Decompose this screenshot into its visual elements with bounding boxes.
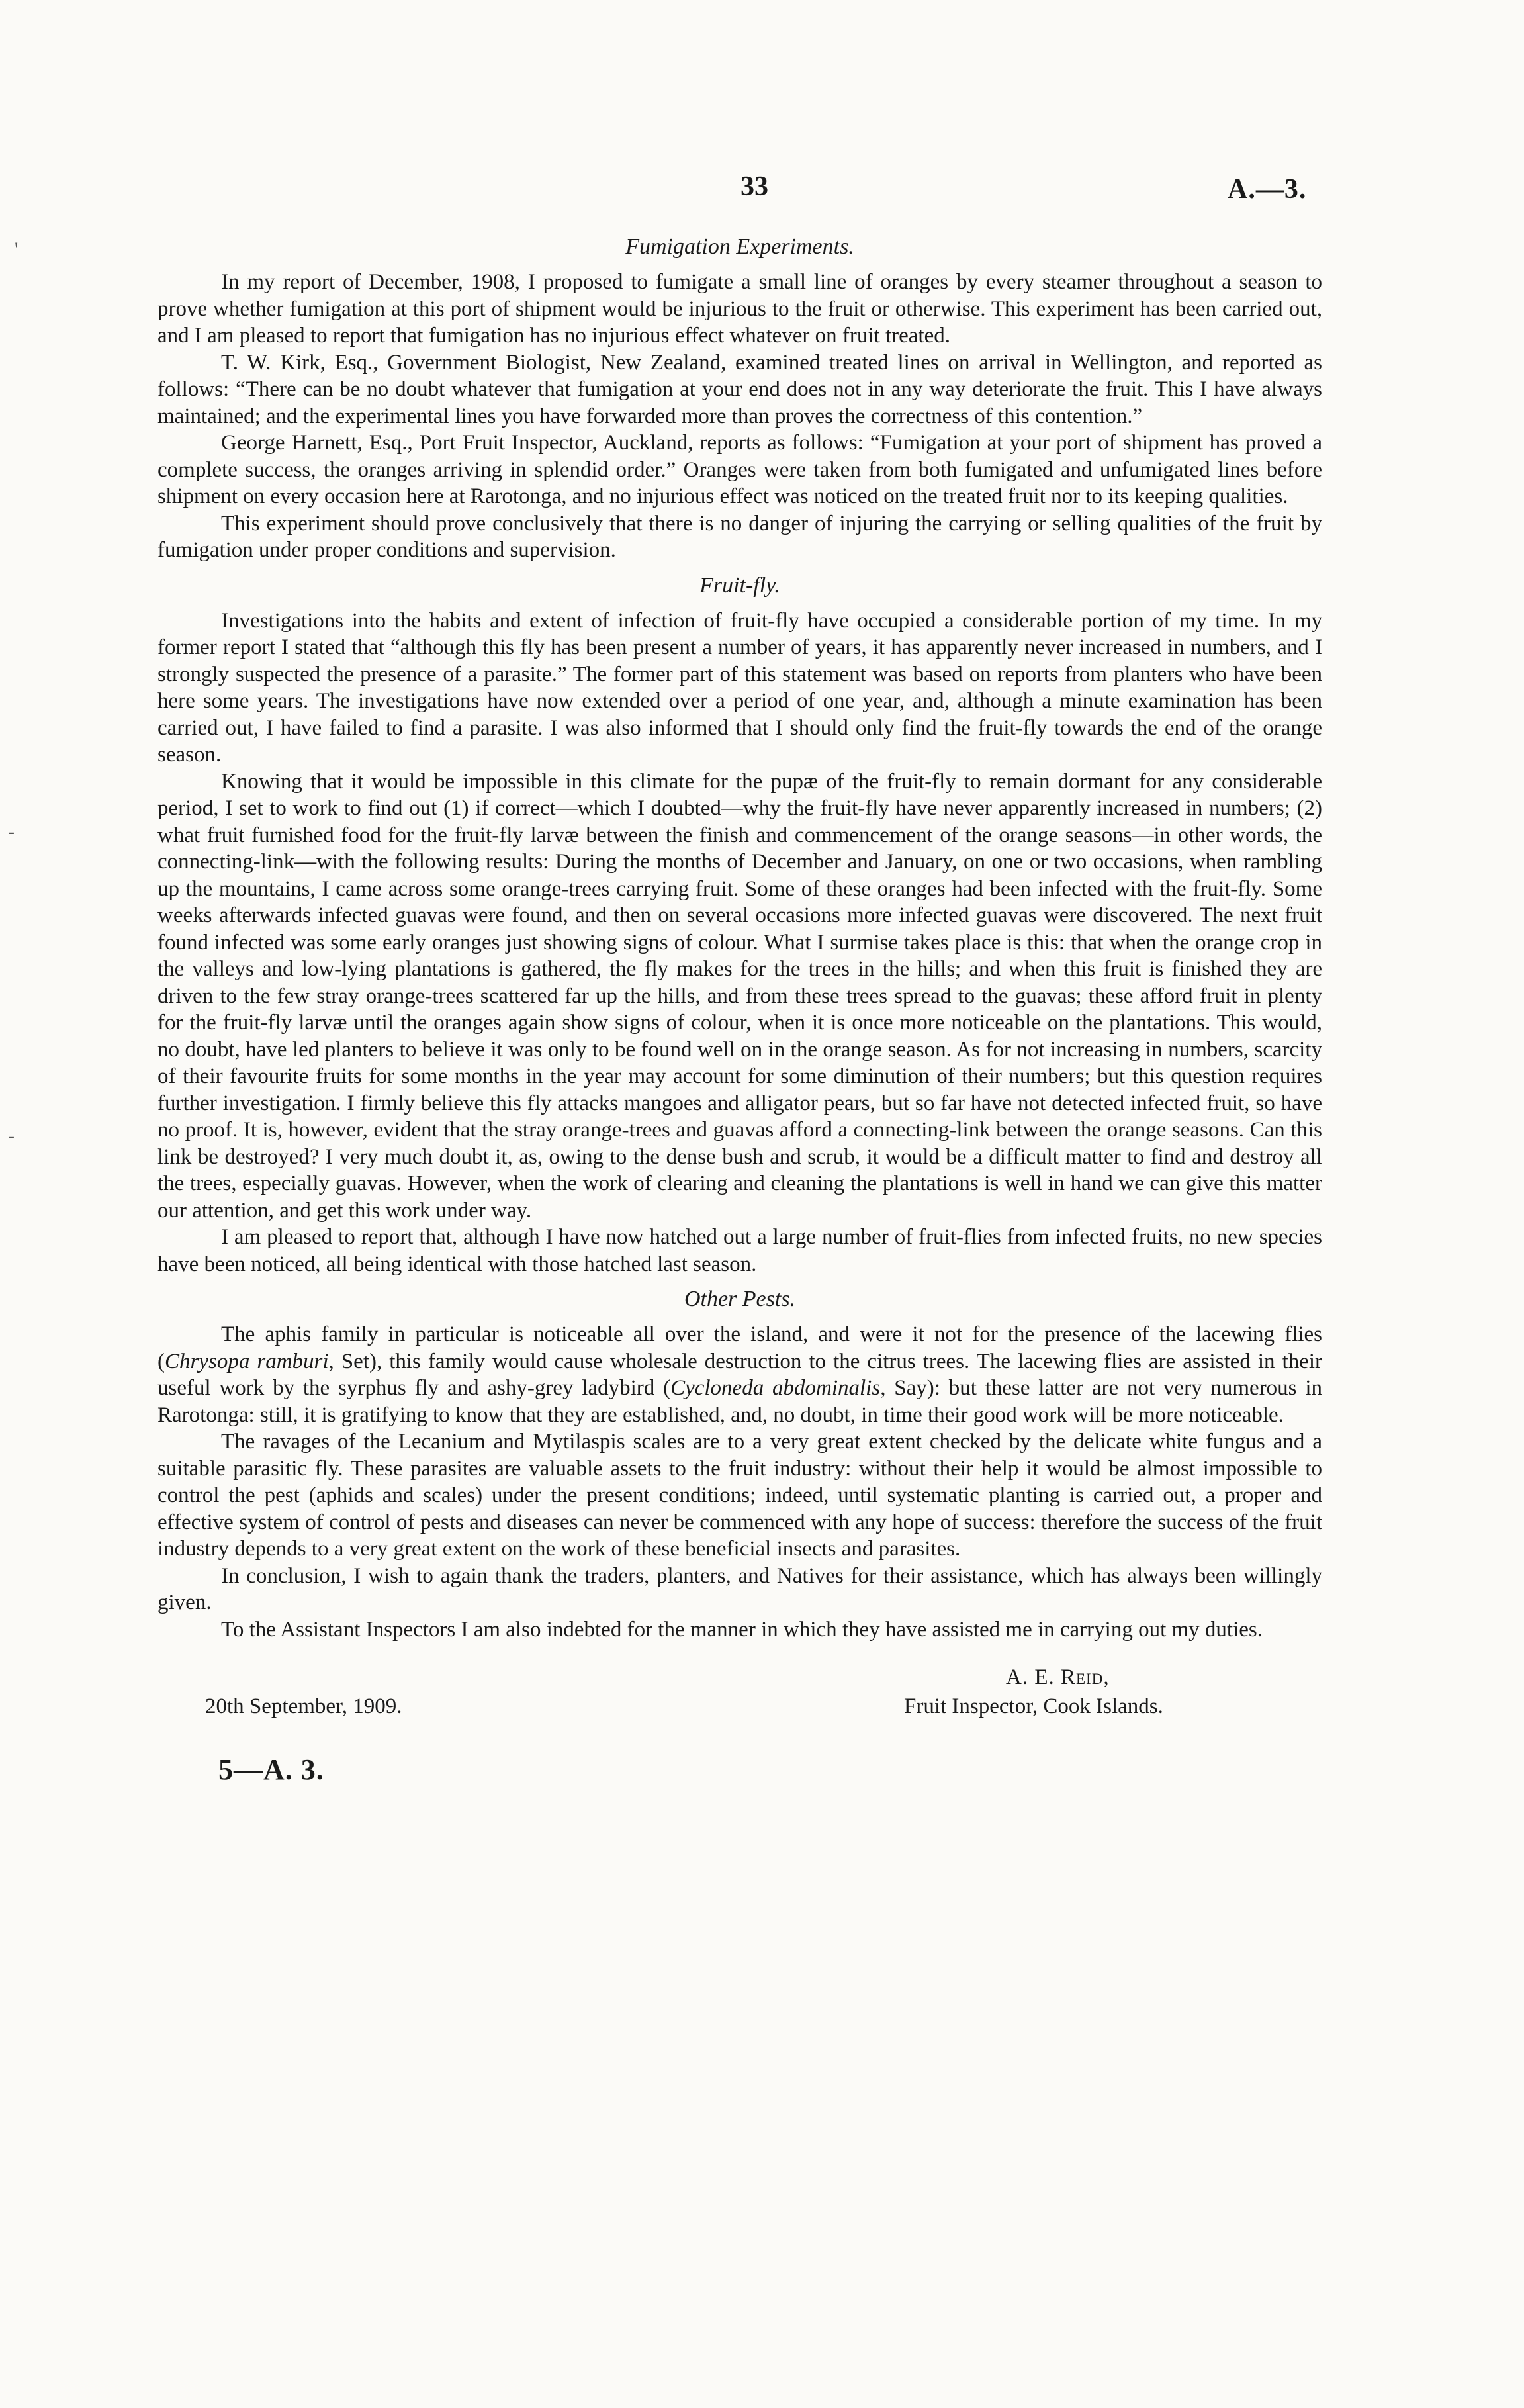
paragraph: This experiment should prove conclusively that there is no danger of injuring the carrying or selling qualities of the fruit by fumigation under proper conditions and supervision. bbox=[157, 511, 1322, 562]
paragraph: In conclusion, I wish to again thank the traders, planters, and Natives for their assistance, which has always been willingly given. bbox=[157, 1563, 1322, 1614]
page-number: 33 bbox=[740, 171, 768, 202]
paragraph: I am pleased to report that, although I have now hatched out a large number of fruit-flies from infected fruits, no new species have been noticed, all being identical with those hatched last season. bbox=[157, 1225, 1322, 1276]
margin-mark: - bbox=[8, 1125, 15, 1147]
signatory-name: A. E. Reid, bbox=[1006, 1665, 1110, 1689]
margin-mark: ' bbox=[15, 238, 19, 260]
paragraph: Investigations into the habits and extent of infection of fruit-fly have occupied a considerable portion of my time. In my former report I stated that “although this fly has been present a number of years, it has apparently never increased in numbers, and I strongly suspected the presence of a parasite.” The former part of this statement was based on reports from planters who have been here some years. The investigations have now extended over a period of one year, and, although a minute examination has been carried out, I have failed to find a parasite. I was also informed that I should only find the fruit-fly towards the end of the orange season. bbox=[157, 608, 1322, 766]
document-body bbox=[157, 225, 1322, 1784]
paragraph: To the Assistant Inspectors I am also indebted for the manner in which they have assisted me in carrying out my duties. bbox=[221, 1617, 1263, 1642]
section-heading: Fruit-fly. bbox=[699, 573, 780, 598]
section-heading: Other Pests. bbox=[684, 1287, 796, 1311]
signature-block bbox=[157, 1652, 1322, 1751]
paragraph: George Harnett, Esq., Port Fruit Inspector, Auckland, reports as follows: “Fumigation at your port of shipment has proved a complete success, the oranges arriving in splendid order.” Oranges were taken from both fumigated and unfumigated lines before shipment on every occasion here at Rarotonga, and no injurious effect was noticed on the treated fruit nor to its keeping qualities. bbox=[157, 431, 1322, 508]
section-fruit-fly bbox=[157, 572, 1322, 1278]
paragraph: The aphis family in particular is noticeable all over the island, and were it not for the presence of the lacewing flies (Chrysopa ramburi, Set), this family would cause wholesale destruction to the citrus trees. The lacewing flies are assisted in their useful work by the syrphus fly and ashy-grey ladybird (Cycloneda abdominalis, Say): but these latter are not very numerous in Rarotonga: still, it is gratifying to know that they are established, and, no doubt, in time their good work will be more noticeable. bbox=[157, 1322, 1322, 1427]
document-reference: A.—3. bbox=[1228, 174, 1307, 205]
margin-mark: - bbox=[8, 821, 15, 843]
paragraph: In my report of December, 1908, I proposed to fumigate a small line of oranges by every steamer throughout a season to prove whether fumigation at this port of shipment would be injurious to the fruit or otherwise. This experiment has been carried out, and I am pleased to report that fumigation has no injurious effect whatever on fruit treated. bbox=[157, 270, 1322, 347]
paragraph: T. W. Kirk, Esq., Government Biologist, New Zealand, examined treated lines on arrival in Wellington, and reported as follows: “There can be no doubt whatever that fumigation at your end does not in any way deteriorate the fruit. This I have always maintained; and the experimental lines you have forwarded more than proves the correctness of this contention.” bbox=[157, 350, 1322, 428]
section-other-pests bbox=[157, 1285, 1322, 1643]
signatory-title: Fruit Inspector, Cook Islands. bbox=[904, 1694, 1163, 1718]
report-date: 20th September, 1909. bbox=[205, 1694, 402, 1718]
footer-reference: 5—A. 3. bbox=[218, 1753, 324, 1786]
section-heading: Fumigation Experiments. bbox=[625, 234, 854, 259]
paragraph: Knowing that it would be impossible in this climate for the pupæ of the fruit-fly to remain dormant for any considerable period, I set to work to find out (1) if correct—which I doubted—why the fruit-fly have never apparently increased in numbers; (2) what fruit furnished food for the fruit-fly larvæ between the finish and commencement of the orange seasons—in other words, the connecting-link—with the following results: During the months of December and January, on one or two occasions, when rambling up the mountains, I came across some orange-trees carrying fruit. Some of these oranges had been infected with the fruit-fly. Some weeks afterwards infected guavas were found, and then on several occasions more infected guavas were discovered. The next fruit found infected was some early oranges just showing signs of colour. What I surmise takes place is this: that when the orange crop in the valleys and low-lying plantations is gathered, the fly makes for the trees in the hills; and when this fruit is finished they are driven to the few stray orange-trees scattered far up the hills, and from these trees spread to the guavas; these afford fruit in plenty for the fruit-fly larvæ until the oranges again show signs of colour, when it is once more noticeable on the plantations. This would, no doubt, have led planters to believe it was only to be found well on in the orange season. As for not increasing in numbers, scarcity of their favourite fruits for some months in the year may account for some diminution of their numbers; but this question requires further investigation. I firmly believe this fly attacks mangoes and alligator pears, but so far have not detected infected fruit, so have no proof. It is, however, evident that the stray orange-trees and guavas afford a connecting-link between the orange seasons. Can this link be destroyed? I very much doubt it, as, owing to the dense bush and scrub, it would be a difficult matter to find and destroy all the trees, especially guavas. However, when the work of clearing and cleaning the plantations is well in hand we can give this matter our attention, and get this work under way. bbox=[157, 769, 1322, 1223]
paragraph: The ravages of the Lecanium and Mytilaspis scales are to a very great extent checked by the delicate white fungus and a suitable parasitic fly. These parasites are valuable assets to the fruit industry: without their help it would be almost impossible to control the pest (aphids and scales) under the present conditions; indeed, until systematic planting is carried out, a proper and effective system of control of pests and diseases can never be commenced with any hope of success: therefore the success of the fruit industry depends to a very great extent on the work of these beneficial insects and parasites. bbox=[157, 1430, 1322, 1561]
section-fumigation bbox=[157, 233, 1322, 564]
